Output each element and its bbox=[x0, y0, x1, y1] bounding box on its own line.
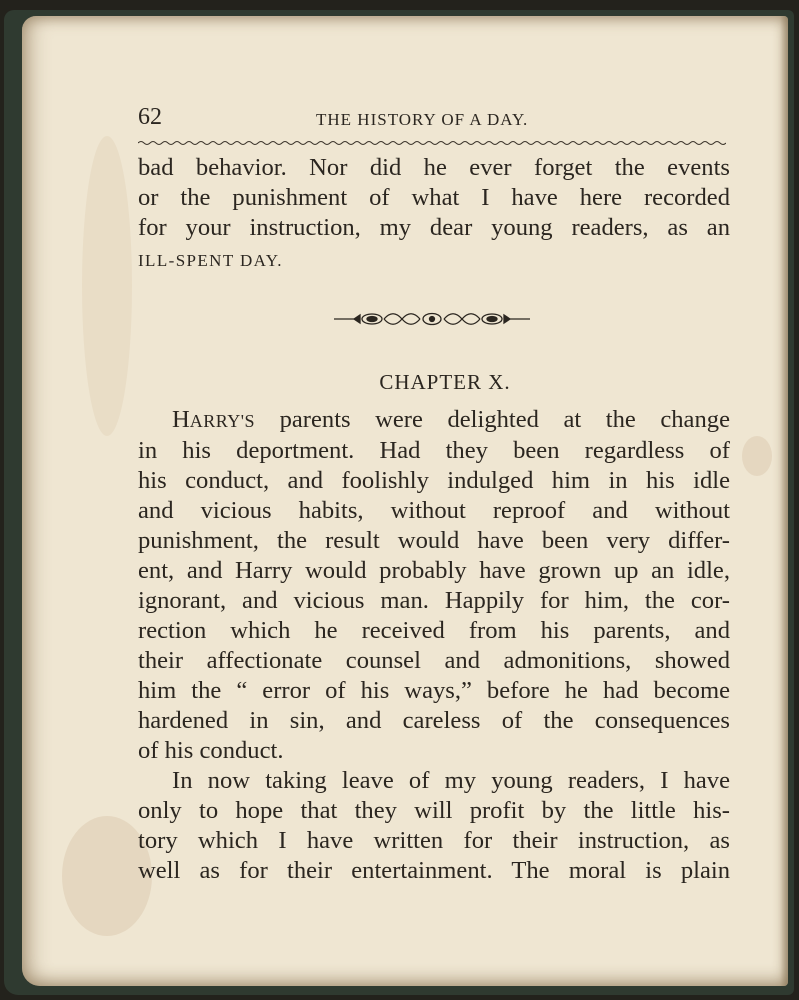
text-line: well as for their entertainment. The moral is plain bbox=[138, 857, 730, 884]
text-line: or the punishment of what I have here recorded bbox=[138, 184, 730, 211]
ornamental-divider bbox=[332, 310, 532, 328]
text-line: in his deportment. Had they been regardless of bbox=[138, 437, 730, 464]
text-line: his conduct, and foolishly indulged him in his idle bbox=[138, 467, 730, 494]
wavy-header-rule bbox=[138, 140, 726, 146]
text-line: of his conduct. bbox=[138, 737, 284, 764]
chapter-body bbox=[138, 405, 730, 886]
smallcaps-word: ARRY'S bbox=[189, 411, 256, 431]
text-line: ignorant, and vicious man. Happily for him, the cor- bbox=[138, 587, 730, 614]
text-line: their affectionate counsel and admonitions, showed bbox=[138, 647, 730, 674]
text-line: him the “ error of his ways,” before he had become bbox=[138, 677, 730, 704]
text-line: bad behavior. Nor did he ever forget the events bbox=[138, 154, 730, 181]
dropcap-initial: H bbox=[172, 406, 190, 433]
chapter-heading: CHAPTER X. bbox=[379, 370, 511, 394]
text-line bbox=[138, 405, 730, 436]
paper-stain bbox=[82, 136, 132, 436]
text-line: punishment, the result would have been very differ- bbox=[138, 527, 730, 554]
text-line: hardened in sin, and careless of the consequences bbox=[138, 707, 730, 734]
text-line: for your instruction, my dear young readers, as an bbox=[138, 214, 730, 241]
text-line: rection which he received from his parents, and bbox=[138, 617, 730, 644]
text-line: In now taking leave of my young readers, I have bbox=[172, 767, 730, 794]
paper-stain bbox=[742, 436, 772, 476]
continuation-text bbox=[138, 153, 730, 276]
text-line: ent, and Harry would probably have grown up an idle, bbox=[138, 557, 730, 584]
text-line: only to hope that they will profit by the little his- bbox=[138, 797, 730, 824]
page-number: 62 bbox=[138, 104, 162, 130]
text-line: and vicious habits, without reproof and without bbox=[138, 497, 730, 524]
closing-phrase: ILL-SPENT DAY. bbox=[138, 251, 283, 270]
page-edge-shadow bbox=[780, 16, 788, 986]
page-header bbox=[138, 104, 730, 134]
text-line-rest: parents were delighted at the change bbox=[279, 406, 730, 433]
running-title: THE HISTORY OF A DAY. bbox=[316, 110, 529, 129]
text-line: tory which I have written for their instruction, as bbox=[138, 827, 730, 854]
